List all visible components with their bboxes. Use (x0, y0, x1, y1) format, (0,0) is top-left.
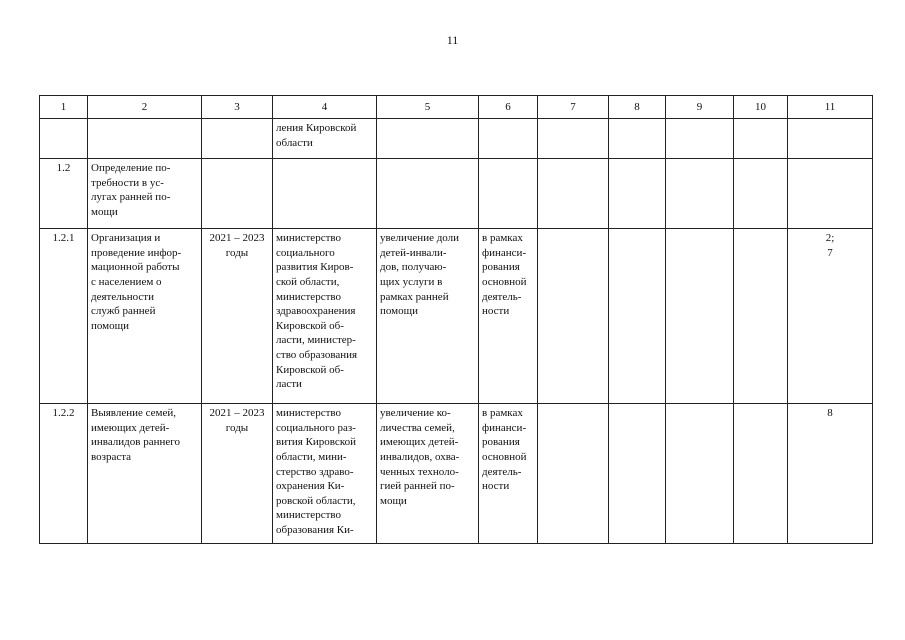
cell-line: проведение инфор- (91, 246, 182, 259)
cell-executor (273, 404, 377, 544)
cell-line: помощи (380, 305, 418, 318)
cell-line: годы (225, 246, 249, 259)
column-header: 5 (377, 96, 479, 119)
cell-empty (609, 404, 666, 544)
cell-line: ности (482, 480, 510, 493)
cell-period (202, 404, 273, 544)
cell-line: области (276, 136, 313, 149)
cell-line: области, мини- (276, 450, 347, 463)
program-table (39, 95, 873, 544)
cell-line: Кировской об- (276, 319, 344, 332)
cell-line: социального раз- (276, 421, 356, 434)
table-row (40, 119, 873, 159)
cell-line: здравоохранения (276, 305, 356, 318)
table-row (40, 159, 873, 229)
column-header: 11 (788, 96, 873, 119)
column-header: 3 (202, 96, 273, 119)
cell-line: личества семей, (380, 421, 455, 434)
column-header: 2 (88, 96, 202, 119)
cell-line: ности (482, 305, 510, 318)
cell-line: основной (482, 275, 527, 288)
header-row (40, 96, 873, 119)
cell-activity (88, 229, 202, 404)
cell-empty (734, 229, 788, 404)
cell-line: возраста (91, 450, 132, 463)
column-header: 4 (273, 96, 377, 119)
cell-empty (666, 119, 734, 159)
cell-empty (538, 404, 609, 544)
cell-activity (88, 404, 202, 544)
cell-line: развития Киров- (276, 261, 354, 274)
cell-line: мощи (380, 494, 407, 507)
cell-financing (479, 229, 538, 404)
cell-number: 1.2.1 (40, 229, 88, 404)
cell-line: гией ранней по- (380, 480, 455, 493)
cell-line: образования Ки- (276, 524, 354, 536)
cell-empty (734, 404, 788, 544)
cell-line: основной (482, 450, 527, 463)
cell-line: в рамках (482, 407, 523, 419)
cell-line: детей-инвали- (380, 246, 447, 259)
cell-line: охранения Ки- (276, 480, 345, 493)
column-header: 7 (538, 96, 609, 119)
cell-line: министерство (276, 407, 342, 419)
cell-period (202, 159, 273, 229)
cell-result (377, 119, 479, 159)
cell-line: помощи (91, 319, 129, 332)
cell-period (202, 229, 273, 404)
cell-line: 2021 – 2023 (209, 232, 265, 244)
cell-line: вития Кировской (276, 436, 356, 449)
column-header: 9 (666, 96, 734, 119)
cell-financing (479, 159, 538, 229)
cell-line: щих услуги в (380, 275, 443, 288)
cell-line: Организация и (91, 232, 161, 244)
cell-line: деятель- (482, 290, 522, 303)
cell-line: инвалидов раннего (91, 436, 180, 449)
cell-executor (273, 119, 377, 159)
cell-empty (538, 159, 609, 229)
cell-line: рования (482, 436, 520, 449)
cell-financing (479, 404, 538, 544)
cell-result (377, 159, 479, 229)
cell-line: с населением о (91, 275, 162, 288)
cell-line: ласти (276, 378, 302, 391)
cell-line: ченных техноло- (380, 465, 459, 478)
cell-line: социального (276, 246, 335, 259)
cell-activity (88, 119, 202, 159)
cell-financing (479, 119, 538, 159)
table-row (40, 229, 873, 404)
cell-line: рования (482, 261, 520, 274)
cell-line: в рамках (482, 232, 523, 244)
cell-activity (88, 159, 202, 229)
cell-line: мощи (91, 205, 118, 218)
cell-line: стерство здраво- (276, 465, 354, 478)
cell-empty (538, 229, 609, 404)
cell-line: ровской области, (276, 494, 356, 507)
column-header: 10 (734, 96, 788, 119)
cell-line: ской области, (276, 275, 340, 288)
cell-line: министерство (276, 290, 342, 303)
column-header: 8 (609, 96, 666, 119)
cell-indicator (788, 404, 873, 544)
cell-line: дов, получаю- (380, 261, 447, 274)
cell-empty (734, 159, 788, 229)
cell-line: деятель- (482, 465, 522, 478)
cell-line: 2; (825, 232, 835, 244)
cell-line: увеличение ко- (380, 407, 451, 419)
cell-indicator (788, 119, 873, 159)
cell-number (40, 119, 88, 159)
cell-empty (734, 119, 788, 159)
cell-line: финанси- (482, 421, 527, 434)
cell-line: рамках ранней (380, 290, 449, 303)
cell-line: лугах ранней по- (91, 191, 171, 204)
cell-line: имеющих детей- (91, 421, 170, 434)
page-number: 11 (446, 33, 459, 47)
cell-empty (666, 229, 734, 404)
cell-line: Кировской об- (276, 363, 344, 376)
cell-line: ления Кировской (276, 122, 357, 134)
cell-line: увеличение доли (380, 232, 460, 244)
cell-empty (609, 119, 666, 159)
cell-executor (273, 229, 377, 404)
cell-result (377, 229, 479, 404)
cell-line: 8 (827, 407, 833, 419)
cell-number: 1.2.2 (40, 404, 88, 544)
cell-line: деятельности (91, 290, 154, 303)
cell-line: министерство (276, 509, 342, 522)
cell-line: инвалидов, охва- (380, 450, 460, 463)
cell-line: ство образования (276, 349, 358, 361)
column-header: 1 (40, 96, 88, 119)
cell-line: годы (225, 421, 249, 434)
cell-result (377, 404, 479, 544)
table-row (40, 404, 873, 544)
cell-indicator (788, 229, 873, 404)
cell-line: требности в ус- (91, 176, 164, 189)
cell-line: 2021 – 2023 (209, 407, 265, 419)
cell-period (202, 119, 273, 159)
column-header: 6 (479, 96, 538, 119)
cell-line: служб ранней (91, 305, 156, 318)
cell-executor (273, 159, 377, 229)
cell-line: Выявление семей, (91, 407, 176, 419)
cell-empty (666, 404, 734, 544)
cell-line: Определение по- (91, 162, 171, 174)
cell-line: ласти, министер- (276, 334, 356, 347)
cell-line: мационной работы (91, 261, 180, 274)
cell-line: финанси- (482, 246, 527, 259)
cell-indicator (788, 159, 873, 229)
cell-empty (538, 119, 609, 159)
cell-empty (609, 229, 666, 404)
cell-line: 7 (827, 246, 833, 259)
cell-line: министерство (276, 232, 342, 244)
cell-line: имеющих детей- (380, 436, 459, 449)
cell-empty (666, 159, 734, 229)
cell-empty (609, 159, 666, 229)
cell-number: 1.2 (40, 159, 88, 229)
